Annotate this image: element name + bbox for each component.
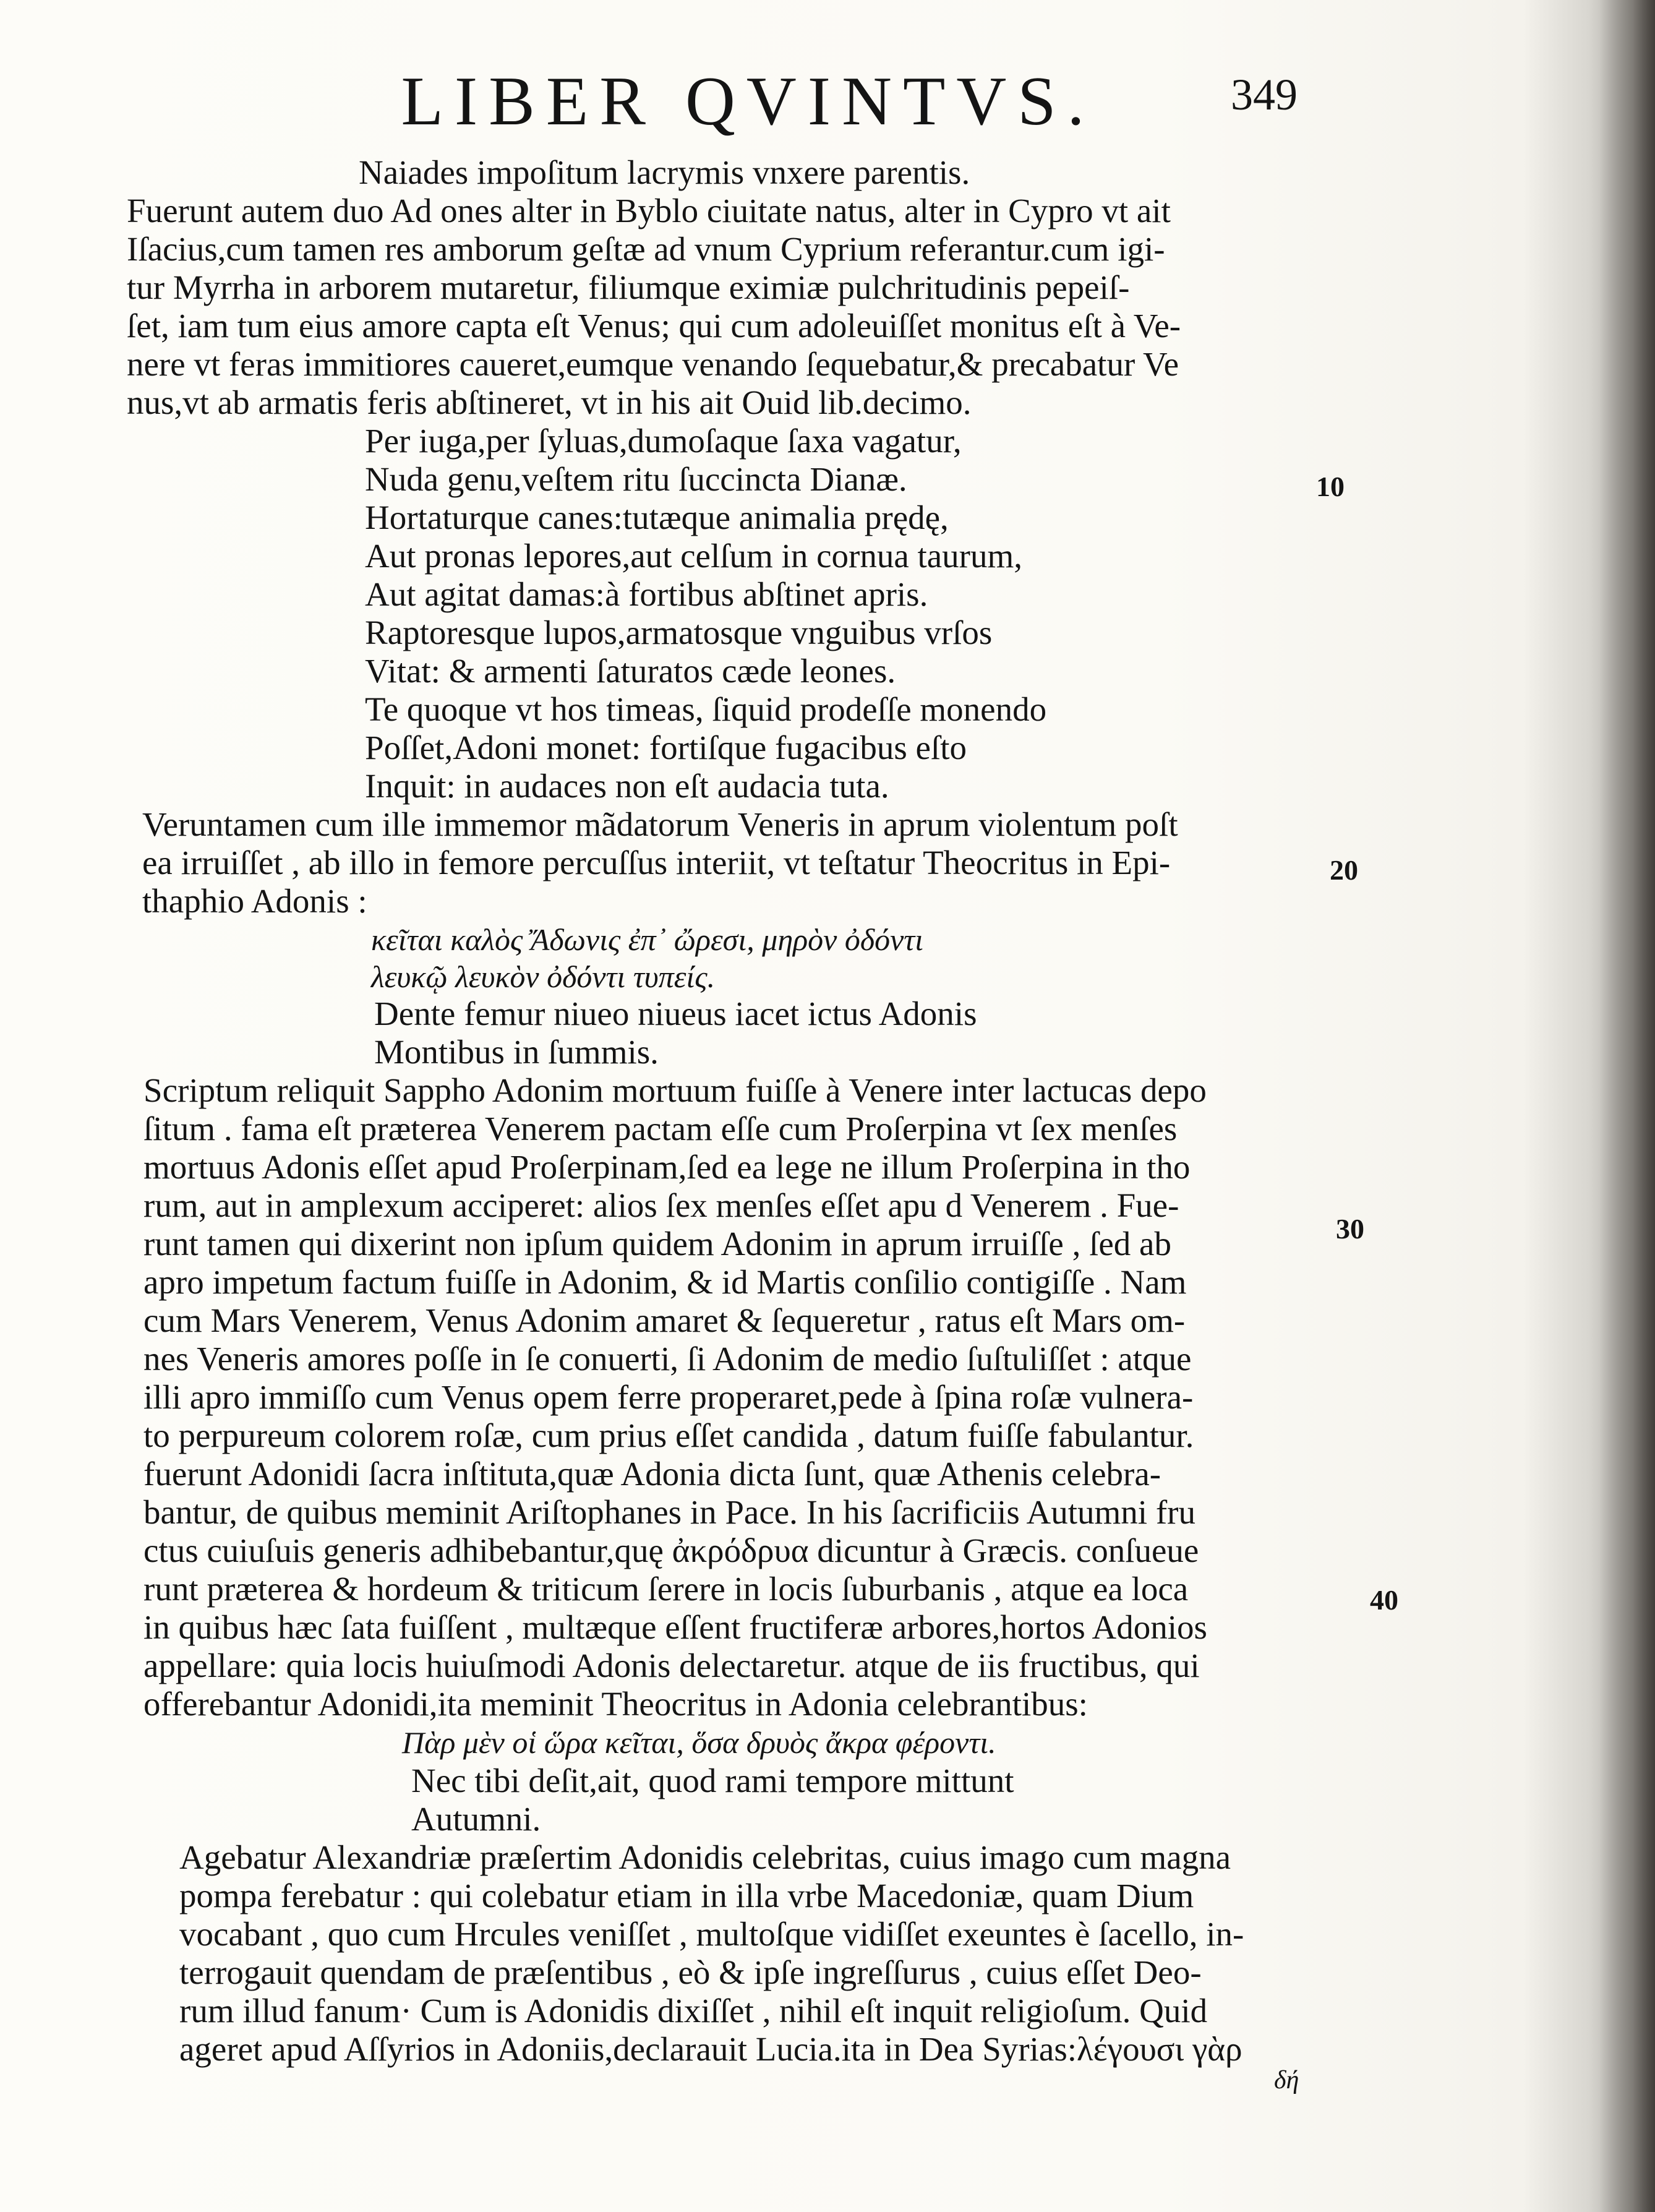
text-line: fuerunt Adonidi ſacra inſtituta,quæ Adonia dicta ſunt, quæ Athenis celebra- xyxy=(143,1455,1161,1493)
verse-line: Aut pronas lepores,aut celſum in cornua taurum, xyxy=(365,537,1023,575)
page-edge-shadow xyxy=(1599,0,1655,2212)
text-line: thaphio Adonis : xyxy=(142,882,367,920)
text-line: nes Veneris amores poſſe in ſe conuerti, ſi Adonim de medio ſuſtuliſſet : atque xyxy=(143,1340,1192,1378)
text-line: Iſacius,cum tamen res amborum geſtæ ad vnum Cyprium referantur.cum igi- xyxy=(127,230,1165,268)
verse-line: Raptoresque lupos,armatosque vnguibus vrſos xyxy=(365,614,993,651)
verse-line: Poſſet,Adoni monet: fortiſque fugacibus eſto xyxy=(365,729,967,766)
text-line: runt tamen qui dixerint non ipſum quidem Adonim in aprum irruiſſe , ſed ab xyxy=(143,1225,1171,1262)
text-line: Naiades impoſitum lacrymis vnxere parentis. xyxy=(359,153,970,191)
text-line: terrogauit quendam de præſentibus , eò & ipſe ingreſſurus , cuius eſſet Deo- xyxy=(179,1953,1202,1991)
text-line: appellare: quia locis huiuſmodi Adonis delectaretur. atque de iis fructibus, qui xyxy=(143,1647,1200,1684)
text-line: Veruntamen cum ille immemor mãdatorum Veneris in aprum violentum poſt xyxy=(142,805,1178,843)
text-line: apro impetum factum fuiſſe in Adonim, & id Martis conſilio contigiſſe . Nam xyxy=(143,1263,1187,1301)
greek-verse-line: κεῖται καλὸς Ἄδωνις ἐπ᾽ ὤρεσι, μηρὸν ὀδόντι xyxy=(371,922,924,957)
margin-line-number: 40 xyxy=(1370,1584,1398,1616)
verse-line: Aut agitat damas:à fortibus abſtinet apris. xyxy=(365,575,928,613)
text-line: ctus cuiuſuis generis adhibebantur,quę ἀκρόδρυα dicuntur à Græcis. conſueue xyxy=(143,1532,1199,1569)
margin-line-number: 30 xyxy=(1336,1213,1364,1245)
text-line: cum Mars Venerem, Venus Adonim amaret & ſequeretur , ratus eſt Mars om- xyxy=(143,1301,1186,1339)
margin-line-number: 20 xyxy=(1330,854,1358,886)
text-line: rum illud fanum· Cum is Adonidis dixiſſet , nihil eſt inquit religioſum. Quid xyxy=(179,1992,1208,2030)
verse-line: Nec tibi deſit,ait, quod rami tempore mittunt xyxy=(411,1762,1014,1799)
text-line: ageret apud Aſſyrios in Adoniis,declarauit Lucia.ita in Dea Syrias:λέγουσι γὰρ xyxy=(179,2030,1242,2068)
text-line: ſitum . fama eſt præterea Venerem pactam eſſe cum Proſerpina vt ſex menſes xyxy=(143,1110,1178,1147)
verse-line: Hortaturque canes:tutæque animalia prędę, xyxy=(365,499,949,536)
text-line: ea irruiſſet , ab illo in femore percuſſus interiit, vt teſtatur Theocritus in Epi- xyxy=(142,844,1171,881)
text-line: nere vt feras immitiores caueret,eumque venando ſequebatur,& precabatur Ve xyxy=(127,345,1179,383)
text-line: bantur, de quibus meminit Ariſtophanes in Pace. In his ſacrificiis Autumni fru xyxy=(143,1493,1195,1531)
verse-line: Dente femur niueo niueus iacet ictus Adonis xyxy=(374,995,977,1032)
text-line: vocabant , quo cum Hrcules veniſſet , multoſque vidiſſet exeuntes è ſacello, in- xyxy=(179,1915,1244,1953)
text-line: ſet, iam tum eius amore capta eſt Venus; qui cum adoleuiſſet monitus eſt à Ve- xyxy=(127,307,1181,345)
text-line: Scriptum reliquit Sappho Adonim mortuum fuiſſe à Venere inter lactucas depo xyxy=(143,1071,1207,1109)
verse-line: Te quoque vt hos timeas, ſiquid prodeſſe monendo xyxy=(365,690,1047,728)
greek-verse-line: Πὰρ μὲν οἱ ὥρα κεῖται, ὅσα δρυὸς ἄκρα φέροντι. xyxy=(402,1725,996,1760)
text-line: Agebatur Alexandriæ præſertim Adonidis celebritas, cuius imago cum magna xyxy=(179,1838,1231,1876)
text-line: to perpureum colorem roſæ, cum prius eſſet candida , datum fuiſſe fabulantur. xyxy=(143,1417,1194,1454)
greek-verse-line: λευκῷ λευκὸν ὀδόντι τυπείς. xyxy=(371,959,716,994)
text-line: runt præterea & hordeum & triticum ſerere in locis ſuburbanis , atque ea loca xyxy=(143,1570,1189,1608)
verse-line: Nuda genu,veſtem ritu ſuccincta Dianæ. xyxy=(365,460,907,498)
text-line: offerebantur Adonidi,ita meminit Theocritus in Adonia celebrantibus: xyxy=(143,1685,1088,1723)
page-number: 349 xyxy=(1231,70,1298,119)
verse-line: Per iuga,per ſyluas,dumoſaque ſaxa vagatur, xyxy=(365,422,962,460)
catchword: δή xyxy=(1274,2066,1299,2094)
text-line: illi apro immiſſo cum Venus opem ferre properaret,pede à ſpina roſæ vulnera- xyxy=(143,1378,1194,1416)
verse-line: Montibus in ſummis. xyxy=(374,1033,659,1071)
text-line: mortuus Adonis eſſet apud Proſerpinam,ſed ea lege ne illum Proſerpina in tho xyxy=(143,1148,1191,1186)
margin-line-number: 10 xyxy=(1316,471,1345,502)
text-line: nus,vt ab armatis feris abſtineret, vt in his ait Ouid lib.decimo. xyxy=(127,384,972,421)
text-line: Fuerunt autem duo Ad ones alter in Byblo ciuitate natus, alter in Cypro vt ait xyxy=(127,192,1171,229)
verse-line: Inquit: in audaces non eſt audacia tuta. xyxy=(365,767,889,805)
verse-line: Vitat: & armenti ſaturatos cæde leones. xyxy=(365,652,896,690)
text-line: tur Myrrha in arborem mutaretur, filiumque eximiæ pulchritudinis pepeiſ- xyxy=(127,268,1130,306)
text-line: in quibus hæc ſata fuiſſent , multæque eſſent fructiferæ arbores,hortos Adonios xyxy=(143,1608,1207,1646)
verse-line: Autumni. xyxy=(411,1800,541,1838)
text-line: rum, aut in amplexum acciperet: alios ſex menſes eſſet apu d Venerem . Fue- xyxy=(143,1186,1179,1224)
running-header: LIBER QVINTVS. xyxy=(401,63,1096,140)
text-line: pompa ferebatur : qui colebatur etiam in illa vrbe Macedoniæ, quam Dium xyxy=(179,1877,1194,1914)
